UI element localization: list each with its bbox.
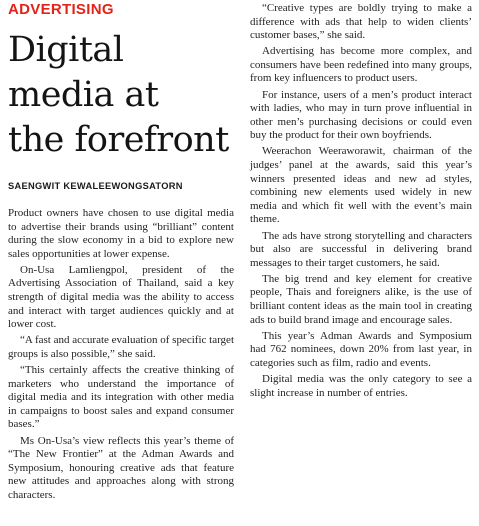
article-column-left (8, 207, 234, 505)
paragraph: “This certainly affects the creative thinking of marketers who understand the importance of digital media and its integration with other media in campaigns to boost sales and expand consumer bases.” (8, 364, 234, 431)
paragraph: Digital media was the only category to see a slight increase in number of entries. (250, 372, 472, 399)
paragraph: On-Usa Lamliengpol, president of the Advertising Association of Thailand, said a key strength of digital media was the ability to access and interact with target audiences quickly and at lower cost. (8, 263, 234, 331)
article-byline: SAENGWIT KEWALEEWONGSATORN (8, 181, 183, 191)
paragraph: This year’s Adman Awards and Symposium had 762 nominees, down 20% from last year, in categories such as film, radio and events. (250, 329, 472, 369)
headline-line-2: media at (8, 75, 159, 115)
paragraph: Ms On-Usa’s view reflects this year’s theme of “The New Frontier” at the Adman Awards and Symposium, honouring creative ads that feature new attitudes and approaches along with strong characters. (8, 434, 234, 501)
article-column-right (250, 2, 472, 403)
headline-line-1: Digital (8, 30, 124, 70)
paragraph: Weerachon Weeraworawit, chairman of the judges’ panel at the awards, said this year’s winners presented ideas and new ad styles, combining new elements used widely in new media and which fit well with the event’s main theme. (250, 145, 472, 226)
headline-line-3: the forefront (8, 120, 229, 160)
paragraph: Advertising has become more complex, and consumers have been redefined into many groups, from key influencers to product users. (250, 45, 472, 85)
paragraph: “A fast and accurate evaluation of specific target groups is also possible,” she said. (8, 334, 234, 360)
paragraph: For instance, users of a men’s product interact with ladies, who may in turn prove influential in other men’s purchasing decisions or could even buy the product for their own boyfriends. (250, 88, 472, 142)
paragraph: The ads have strong storytelling and characters but also are successful in delivering brand messages to their target customers, he said. (250, 229, 472, 269)
paragraph: The big trend and key element for creative people, Thais and foreigners alike, is the use of brilliant content ideas as the main tool in creating ads to build brand image and encourage sales. (250, 272, 472, 326)
article-headline (8, 28, 233, 163)
paragraph: Product owners have chosen to use digital media to advertise their brands using “brilliant” content during the slow economy in a bid to explore new sales opportunities at lower expense. (8, 207, 234, 260)
section-kicker: ADVERTISING (8, 1, 114, 18)
paragraph: “Creative types are boldly trying to make a difference with ads that help to widen clients’ customer bases,” she said. (250, 2, 472, 42)
